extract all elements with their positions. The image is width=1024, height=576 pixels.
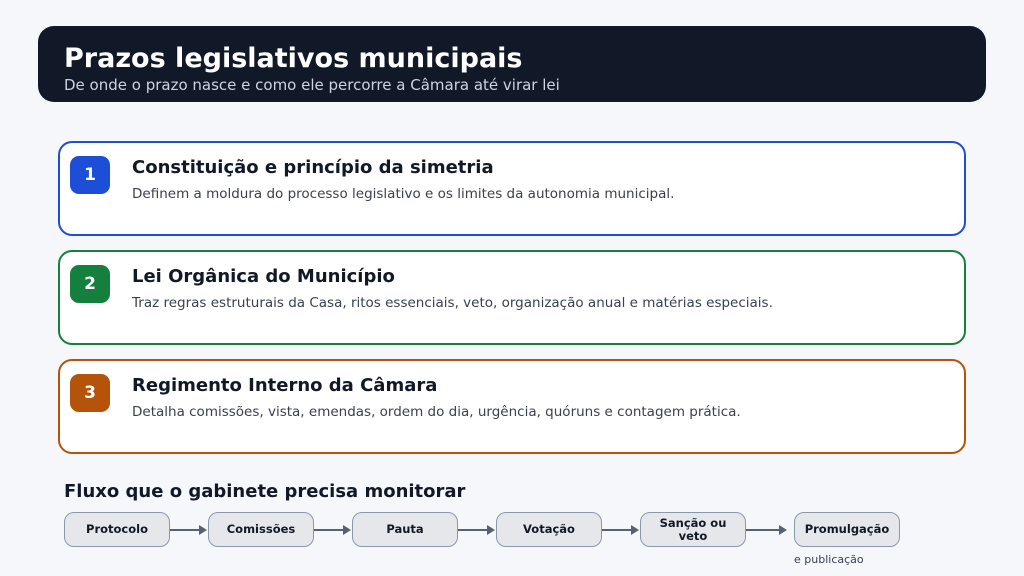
flow-step-votacao: Votação — [496, 512, 602, 547]
flow-step-comissoes: Comissões — [208, 512, 314, 547]
card-lei-organica — [58, 250, 966, 345]
header-banner — [38, 26, 986, 102]
page-title: Prazos legislativos municipais — [64, 43, 523, 74]
card-title: Lei Orgânica do Município — [132, 266, 395, 287]
card-title: Regimento Interno da Câmara — [132, 375, 438, 396]
flow-step-protocolo: Protocolo — [64, 512, 170, 547]
card-description: Traz regras estruturais da Casa, ritos essenciais, veto, organização anual e matérias especiais. — [132, 295, 773, 311]
card-title: Constituição e princípio da simetria — [132, 157, 494, 178]
flow-step-sancao-ou-veto: Sanção ou veto — [640, 512, 746, 547]
card-description: Definem a moldura do processo legislativo e os limites da autonomia municipal. — [132, 186, 675, 202]
flow-arrow — [170, 523, 208, 537]
page-subtitle: De onde o prazo nasce e como ele percorre a Câmara até virar lei — [64, 76, 560, 94]
flow-arrow — [314, 523, 352, 537]
flow-step-pauta: Pauta — [352, 512, 458, 547]
flow-step-promulgacao: Promulgação — [794, 512, 900, 547]
flow-arrow — [458, 523, 496, 537]
flow-step-note: e publicação — [794, 553, 864, 566]
flow-title: Fluxo que o gabinete precisa monitorar — [64, 481, 466, 502]
card-number-badge: 1 — [70, 156, 110, 194]
card-regimento-interno — [58, 359, 966, 454]
card-number-badge: 3 — [70, 374, 110, 412]
card-description: Detalha comissões, vista, emendas, ordem do dia, urgência, quóruns e contagem prática. — [132, 404, 741, 420]
card-number-badge: 2 — [70, 265, 110, 303]
flow-arrow — [602, 523, 640, 537]
flow-arrow — [746, 523, 788, 537]
card-constituicao — [58, 141, 966, 236]
